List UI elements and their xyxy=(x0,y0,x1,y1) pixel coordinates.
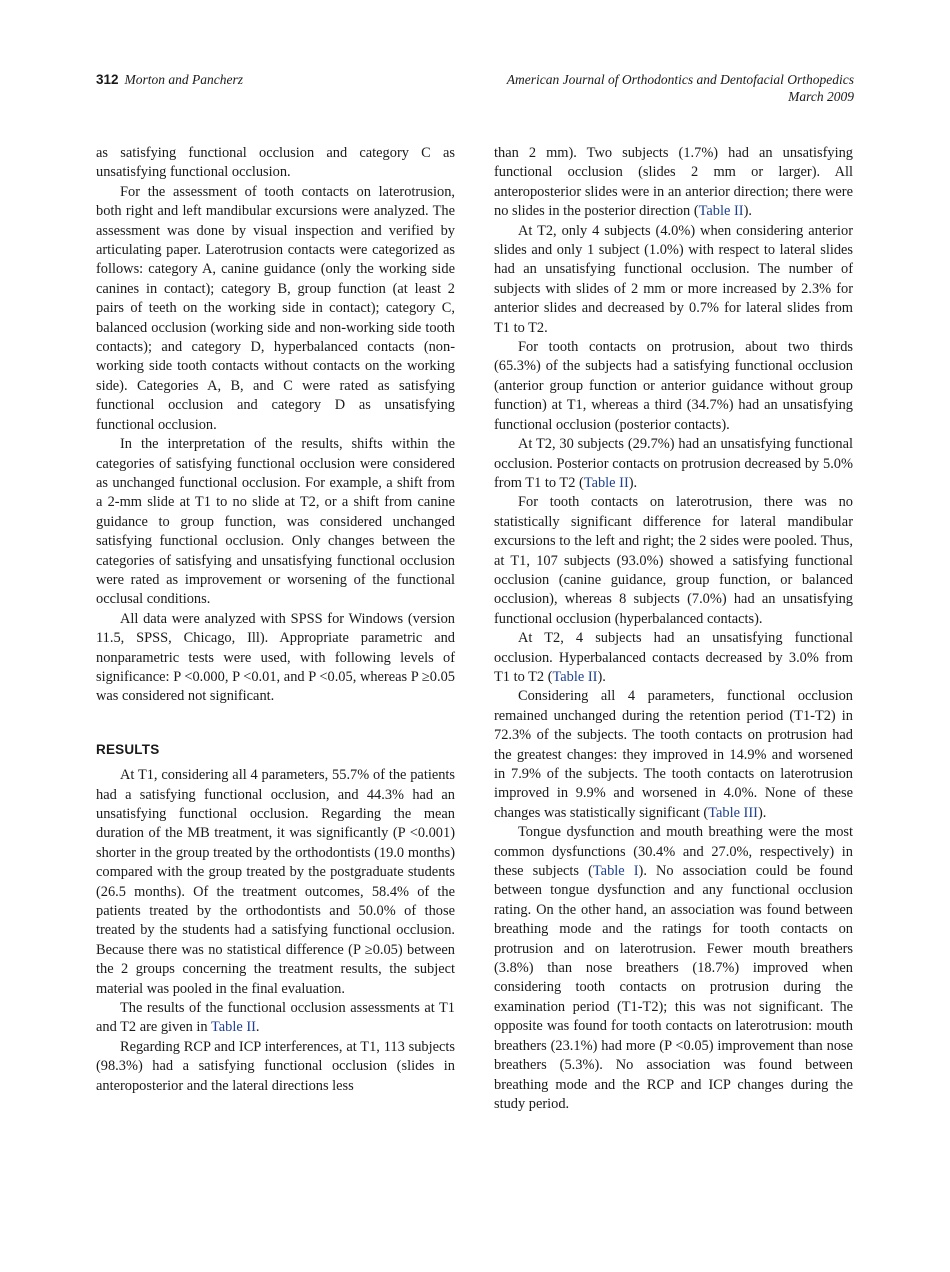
issue-date: March 2009 xyxy=(788,89,854,104)
paragraph-text: ). No association could be found between tongue dysfunction and any functional occlusion rating. On the other hand, an association was found between breathing mode and the ratings for tooth contacts on protrusion and on laterotrusion. Fewer mouth breathers (3.8%) than nose breathers (18.7%) improved when considering tooth contacts on protrusion during the examination period (T1-T2); this was not significant. The opposite was found for tooth contacts on laterotrusion: mouth breathers (23.1%) had more (P <0.05) improvement than nose breathers (5.3%). No association was found between breathing mode and the RCP and ICP changes during the study period. xyxy=(494,863,853,1112)
paragraph-text: ). xyxy=(597,668,606,685)
paragraph: For tooth contacts on laterotrusion, there was no statistically significant difference for lateral mandibular excursions to the left and right; the 2 sides were pooled. Thus, at T1, 107 subjects (93.0%) showed a satisfying functional occlusion (canine guidance, group function, or balanced occlusion), whereas 8 subjects (7.0%) had an unsatisfying functional occlusion (hyperbalanced contacts). xyxy=(494,494,853,627)
page-number: 312 xyxy=(96,72,119,87)
paragraph xyxy=(494,823,853,1114)
paragraph xyxy=(494,629,853,687)
paragraph-text: ). xyxy=(757,804,767,821)
results-heading: RESULTS xyxy=(96,741,160,757)
table-i-link[interactable]: Table I xyxy=(592,863,639,880)
paragraph-text: At T2, 4 subjects had an unsatisfying functional occlusion. Hyperbalanced contacts decreased by 3.0% from T1 to T2 ( xyxy=(494,630,853,685)
paragraph-text: The results of the functional occlusion assessments at T1 and T2 are given in xyxy=(96,1000,455,1036)
paragraph: At T1, considering all 4 parameters, 55.7% of the patients had a satisfying functional occlusion, and 44.3% had an unsatisfying functional occlusion. Regarding the mean duration of the MB treatment, it was significantly (P <0.001) shorter in the group treated by the orthodontists (19.0 months) compared with the group treated by the postgraduate students (26.5 months). Of the treatment outcomes, 58.4% of the patients treated by the orthodontists and 50.0% of those treated by the students had a satisfying functional occlusion. Because there was no statistical difference (P ≥0.05) between the 2 groups concerning the treatment results, the subject material was pooled in the final evaluation. xyxy=(96,767,455,997)
table-ii-link[interactable]: Table II xyxy=(210,1019,256,1036)
paragraph xyxy=(494,435,853,493)
paragraph xyxy=(494,144,853,222)
paragraph: At T2, only 4 subjects (4.0%) when considering anterior slides and only 1 subject (1.0%) with respect to lateral slides had an unsatisfying functional occlusion. The number of subjects with slides of 2 mm or more increased by 2.3% for anterior slides and decreased by 0.7% for lateral slides from T1 to T2. xyxy=(494,222,853,336)
paragraph-text: than 2 mm). Two subjects (1.7%) had an unsatisfying functional occlusion (slides 2 mm or larger). All anteroposterior slides were in an anterior direction; there were no slides in the posterior direction ( xyxy=(494,145,853,220)
paragraph-text: At T2, 30 subjects (29.7%) had an unsatisfying functional occlusion. Posterior contacts on protrusion decreased by 5.0% from T1 to T2 ( xyxy=(494,436,853,491)
table-iii-link[interactable]: Table III xyxy=(708,804,758,821)
page-header-right xyxy=(507,71,854,105)
page-header-left xyxy=(96,71,243,88)
paragraph: All data were analyzed with SPSS for Windows (version 11.5, SPSS, Chicago, Ill). Appropriate parametric and nonparametric tests were used, with following levels of significance: P <0.000, P <0.01, and P <0.05, whereas P ≥0.05 was considered not significant. xyxy=(96,610,455,705)
table-ii-link[interactable]: Table II xyxy=(552,668,598,685)
table-ii-link[interactable]: Table II xyxy=(583,474,629,491)
paragraph: as satisfying functional occlusion and category C as unsatisfying functional occlusion. xyxy=(96,145,455,181)
paragraph-text: . xyxy=(255,1019,260,1036)
paragraph: For the assessment of tooth contacts on laterotrusion, both right and left mandibular excursions were analyzed. The assessment was done by visual inspection and verified by articulating paper. Laterotrusion contacts were categorized as follows: category A, canine guidance (only the working side canines in contact); category B, group function (at least 2 pairs of teeth on the working side in contact); category C, balanced occlusion (working side and non-working side tooth contacts); and category D, hyperbalanced contacts (non-working side tooth contacts without contacts on the working side). Categories A, B, and C were rated as satisfying functional occlusion and category D as unsatisfying functional occlusion. xyxy=(96,183,455,433)
running-authors: Morton and Pancherz xyxy=(124,72,244,87)
paragraph-text: Considering all 4 parameters, functional occlusion remained unchanged during the retention period (T1-T2) in 72.3% of the subjects. The tooth contacts on protrusion had the greatest changes: they improved in 14.9% and worsened in 7.9% of the subjects. The tooth contacts on laterotrusion improved in 9.9% and worsened in 4.0%. None of these changes was statistically significant ( xyxy=(494,688,853,821)
paragraph: In the interpretation of the results, shifts within the categories of satisfying functional occlusion were considered as unchanged functional occlusion. For example, a shift from a 2-mm slide at T1 to no slide at T2, or a shift from canine guidance to group function, was considered unchanged satisfying functional occlusion. Only changes between the categories of satisfying and unsatisfying functional occlusion were rated as improvement or worsening of the functional occlusal conditions. xyxy=(96,436,455,608)
right-column xyxy=(494,144,853,1114)
paragraph-text: ). xyxy=(743,203,752,220)
paragraph: For tooth contacts on protrusion, about two thirds (65.3%) of the subjects had a satisfying functional occlusion (anterior group function or anterior guidance without group function) at T1, whereas a third (34.7%) had an unsatisfying functional occlusion (posterior contacts). xyxy=(494,339,853,433)
table-ii-link[interactable]: Table II xyxy=(698,203,744,220)
paragraph: Regarding RCP and ICP interferences, at T1, 113 subjects (98.3%) had a satisfying functional occlusion (slides in anteroposterior and the lateral directions less xyxy=(96,1038,455,1094)
paragraph-text: ). xyxy=(628,474,638,491)
paragraph-text: Tongue dysfunction and mouth breathing were the most common dysfunctions (30.4% and 27.0%, respectively) in these subjects ( xyxy=(494,824,853,880)
left-column xyxy=(96,144,455,1096)
paragraph xyxy=(96,999,455,1038)
journal-title: American Journal of Orthodontics and Dentofacial Orthopedics xyxy=(506,72,854,87)
paragraph xyxy=(494,687,853,823)
